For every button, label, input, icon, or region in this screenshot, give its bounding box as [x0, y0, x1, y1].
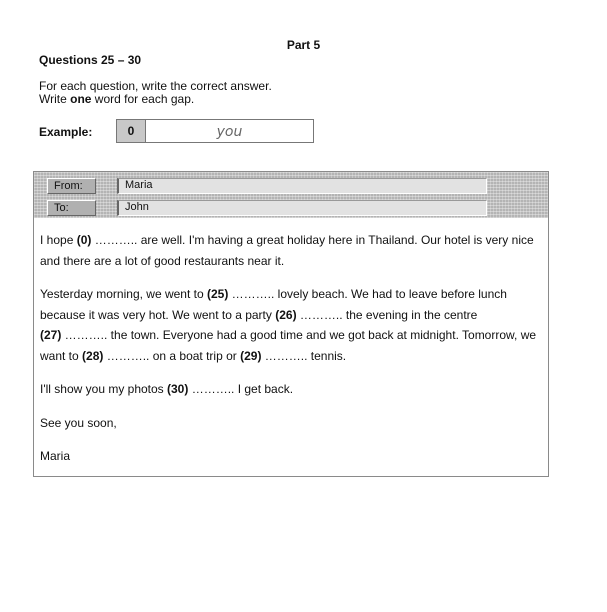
example-label: Example:: [39, 125, 93, 139]
paragraph-2: [40, 284, 540, 366]
gap-0: (0): [76, 233, 92, 247]
paragraph-3: [40, 379, 540, 400]
email-box: [33, 171, 549, 477]
from-label: From:: [47, 178, 96, 194]
example-answer-box: you: [146, 119, 314, 143]
text: I hope: [40, 233, 77, 247]
instruction-text: word for each gap.: [91, 92, 195, 106]
text: ……….. are well. I'm having a great holiday here in Thailand. Our hotel is very nice and there are a lot of good restaurants near it.: [40, 233, 534, 268]
gap-28: (28): [82, 348, 104, 363]
text: ……….. I get back.: [188, 382, 294, 396]
instruction-text: Write: [39, 92, 71, 106]
part-title: Part 5: [286, 38, 321, 52]
to-field: John: [117, 200, 487, 216]
example-number: 0: [116, 119, 146, 143]
email-body: [40, 230, 540, 480]
from-field: Maria: [117, 178, 487, 194]
text: ……….. the town. Everyone had a good time and we got back at midnight. Tomorrow, we want to: [40, 328, 537, 363]
text: ……….. the evening in the centre: [296, 307, 478, 322]
text: I'll show you my photos: [40, 382, 168, 396]
to-label: To:: [47, 200, 96, 216]
email-header: [34, 172, 548, 218]
questions-heading: Questions 25 – 30: [39, 53, 142, 67]
instruction-line-2: [39, 93, 272, 106]
gap-29: (29): [240, 348, 262, 363]
closing: See you soon,: [40, 415, 117, 430]
signature: Maria: [40, 449, 71, 463]
text: Yesterday morning, we went to: [40, 287, 207, 301]
gap-30: (30): [167, 382, 189, 396]
paragraph-1: [40, 230, 540, 271]
gap-27: (27): [40, 328, 62, 342]
text: ……….. lovely beach. We had to leave before lunch because it was very hot. We went to a party: [40, 287, 507, 322]
instruction-line-1: For each question, write the correct answer.: [39, 79, 272, 93]
gap-25: (25): [206, 287, 229, 301]
gap-26: (26): [275, 307, 297, 322]
text: ……….. tennis.: [261, 348, 347, 363]
text: ……….. on a boat trip or: [103, 348, 241, 363]
instruction-emphasis: one: [70, 92, 92, 106]
instructions: [39, 80, 272, 106]
